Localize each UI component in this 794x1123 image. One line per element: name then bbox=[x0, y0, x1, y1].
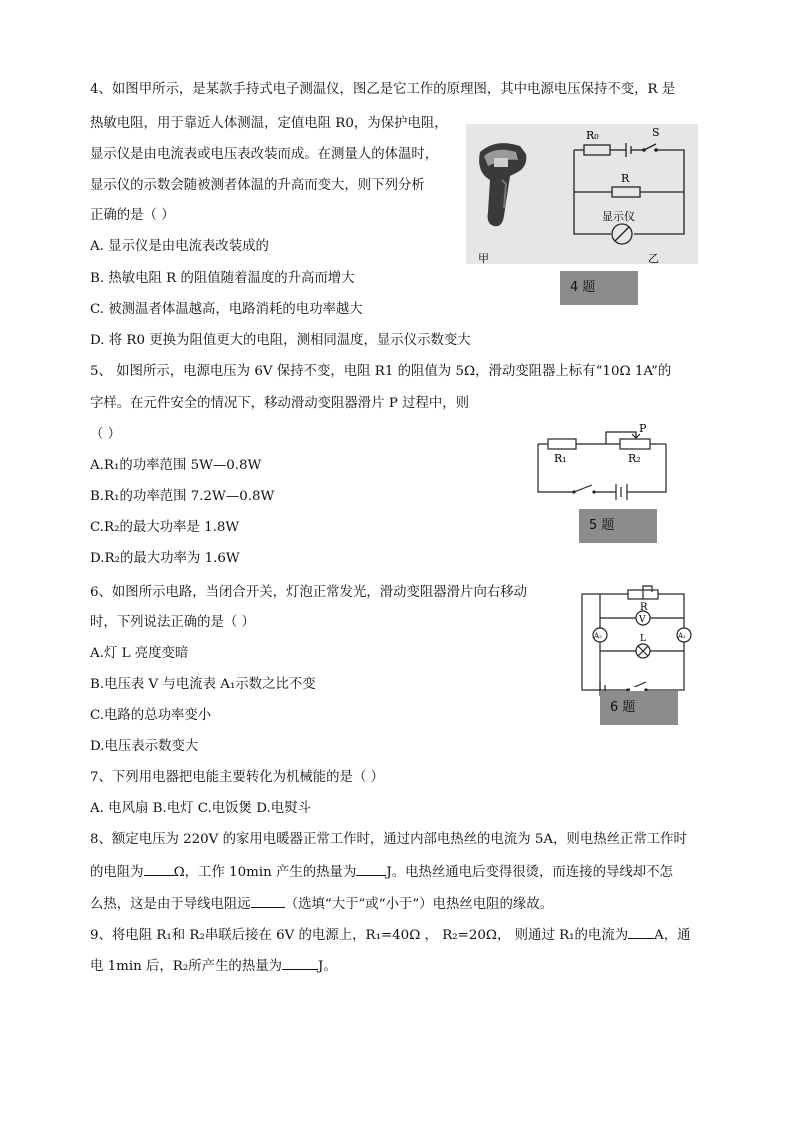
q6-option-b: B.电压表 V 与电流表 A₁示数之比不变 bbox=[90, 677, 316, 692]
resistor-r0 bbox=[584, 145, 610, 155]
q6-figure bbox=[578, 578, 696, 696]
q8-line-3-part-b: （选填“大于”或“小于”）电热丝电阻的缘故。 bbox=[284, 897, 554, 912]
q6-label-l: L bbox=[640, 634, 646, 644]
q8-line-1: 8、额定电压为 220V 的家用电暖器正常工作时，通过内部电热丝的电流为 5A，则电热丝正常工作时 bbox=[90, 832, 687, 847]
q4-stem-line-2: 热敏电阻，用于靠近人体测温，定值电阻 R0，为保护电阻， bbox=[90, 116, 448, 131]
q9-line-1 bbox=[90, 924, 704, 946]
q8-blank-resistance[interactable] bbox=[144, 861, 174, 876]
q9-blank-heat[interactable] bbox=[282, 955, 318, 970]
q9-line-2-part-b: J。 bbox=[318, 959, 337, 974]
q5-stem-line-1: 5、 如图所示，电源电压为 6V 保持不变，电阻 R1 的阻值为 5Ω，滑动变阻器上标有“10Ω 1A”的 bbox=[90, 364, 672, 379]
q9-line-2 bbox=[90, 955, 704, 977]
q6-label-r: R bbox=[640, 602, 648, 613]
q5-option-c: C.R₂的最大功率是 1.8W bbox=[90, 520, 240, 535]
q4-option-d: D. 将 R0 更换为阻值更大的电阻，测相同温度，显示仪示数变大 bbox=[90, 333, 471, 348]
q4-stem-line-3: 显示仪是由电流表或电压表改装而成。在测量人的体温时， bbox=[90, 147, 439, 162]
q4-stem-line-4: 显示仪的示数会随被测者体温的升高而变大，则下列分析 bbox=[90, 178, 425, 193]
q7-options: A. 电风扇 B.电灯 C.电饭煲 D.电熨斗 bbox=[90, 801, 311, 816]
q8-line-2-part-c: J。电热丝通电后变得很烫，而连接的导线却不怎 bbox=[386, 865, 673, 880]
q4-stem-line-1: 4、如图甲所示，是某款手持式电子测温仪，图乙是它工作的原理图，其中电源电压保持不变，R 是 bbox=[90, 82, 676, 97]
q4-label-jia: 甲 bbox=[478, 252, 489, 264]
q5-stem-line-3: （ ） bbox=[90, 427, 122, 442]
q4-option-b: B. 热敏电阻 R 的阻值随着温度的升高而增大 bbox=[90, 271, 355, 286]
q8-line-3 bbox=[90, 893, 704, 915]
q6-option-c: C.电路的总功率变小 bbox=[90, 708, 212, 723]
q5-label-p: P bbox=[639, 422, 647, 435]
q6-stem-line-1: 6、如图所示电路，当闭合开关，灯泡正常发光，滑动变阻器滑片向右移动 bbox=[90, 585, 528, 600]
q9-line-2-part-a: 电 1min 后，R₂所产生的热量为 bbox=[90, 959, 282, 974]
q6-label-a1: A₁ bbox=[678, 632, 686, 640]
q7-stem: 7、下列用电器把电能主要转化为机械能的是（ ） bbox=[90, 770, 384, 785]
q6-stem-line-2: 时，下列说法正确的是（ ） bbox=[90, 615, 255, 630]
q5-figure bbox=[532, 422, 682, 500]
q9-line-1-part-b: A，通 bbox=[654, 928, 691, 943]
q8-blank-heat[interactable] bbox=[356, 861, 386, 876]
resistor-r1 bbox=[548, 439, 576, 449]
q4-label-r0: R₀ bbox=[586, 129, 599, 142]
q5-label-r2: R₂ bbox=[628, 452, 641, 465]
resistor-r bbox=[612, 187, 640, 197]
q6-label-v: V bbox=[639, 615, 646, 625]
q9-line-1-part-a: 9、将电阻 R₁和 R₂串联后接在 6V 的电源上，R₁=40Ω ， R₂=20Ω， 则通过 R₁的电流为 bbox=[90, 928, 629, 943]
q5-option-a: A.R₁的功率范围 5W—0.8W bbox=[90, 458, 262, 473]
switch-icon bbox=[574, 485, 592, 492]
q5-option-d: D.R₂的最大功率为 1.6W bbox=[90, 551, 240, 566]
q6-label-a2: A₂ bbox=[594, 632, 602, 640]
q8-line-2 bbox=[90, 861, 704, 883]
q9-blank-current[interactable] bbox=[628, 924, 654, 939]
q4-figure-tag: 4 题 bbox=[560, 271, 638, 305]
q6-figure-tag: 6 题 bbox=[600, 691, 678, 725]
q4-label-r: R bbox=[621, 172, 630, 185]
q4-label-display: 显示仪 bbox=[602, 210, 635, 223]
q4-label-yi: 乙 bbox=[648, 252, 659, 264]
q8-line-3-part-a: 么热，这是由于导线电阻远 bbox=[90, 897, 251, 912]
q5-figure-tag: 5 题 bbox=[579, 509, 657, 543]
q4-option-c: C. 被测温者体温越高，电路消耗的电功率越大 bbox=[90, 302, 363, 317]
q8-line-2-part-a: 的电阻为 bbox=[90, 865, 144, 880]
thermometer-gun-image bbox=[479, 143, 526, 226]
rheostat-r2 bbox=[620, 439, 650, 449]
q4-option-a: A. 显示仪是由电流表改装成的 bbox=[90, 239, 269, 254]
q5-stem-line-2: 字样。在元件安全的情况下，移动滑动变阻器滑片 P 过程中，则 bbox=[90, 396, 470, 411]
switch-icon bbox=[644, 144, 656, 150]
q4-label-s: S bbox=[652, 126, 660, 139]
q6-option-d: D.电压表示数变大 bbox=[90, 739, 199, 754]
q5-option-b: B.R₁的功率范围 7.2W—0.8W bbox=[90, 489, 275, 504]
q6-option-a: A.灯 L 亮度变暗 bbox=[90, 646, 189, 661]
q4-stem-line-5: 正确的是（ ） bbox=[90, 208, 175, 223]
q8-blank-compare[interactable] bbox=[251, 893, 285, 908]
q5-label-r1: R₁ bbox=[554, 452, 567, 465]
q8-line-2-part-b: Ω，工作 10min 产生的热量为 bbox=[173, 865, 357, 880]
q4-figure bbox=[466, 124, 698, 264]
